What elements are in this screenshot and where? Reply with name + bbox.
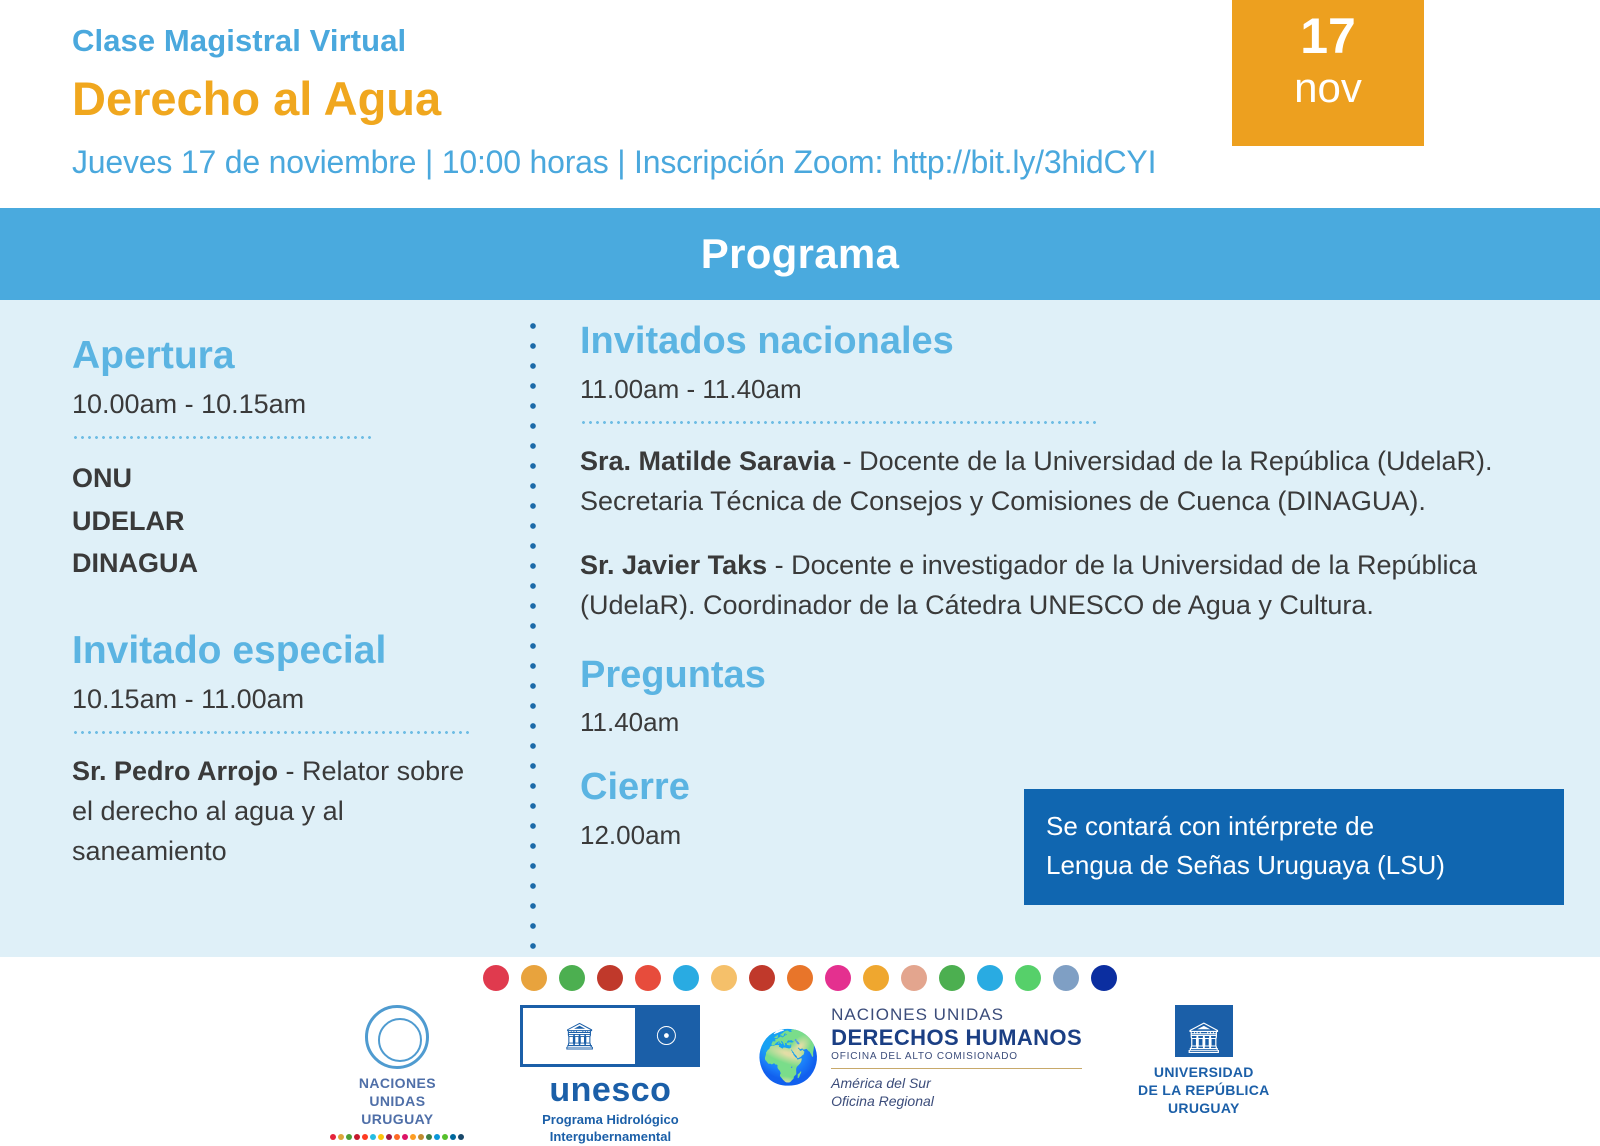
ohchr-line4b: Oficina Regional xyxy=(831,1093,934,1110)
ohchr-line2: DERECHOS HUMANOS xyxy=(831,1025,1083,1050)
speaker-matilde-saravia xyxy=(580,442,1538,522)
section-heading-apertura: Apertura xyxy=(72,334,235,377)
speaker-name: Sr. Javier Taks xyxy=(580,549,768,580)
org-item-udelar: UDELAR xyxy=(72,505,185,536)
udelar-line2: DE LA REPÚBLICA xyxy=(1138,1082,1270,1099)
logo-row xyxy=(0,1005,1600,1146)
sdg-dot xyxy=(749,965,775,991)
ohchr-line1: NACIONES UNIDAS xyxy=(831,1005,1004,1024)
sdg-dot xyxy=(787,965,813,991)
sdg-dot xyxy=(1053,965,1079,991)
preguntas-time: 11.40am xyxy=(580,707,680,738)
sdg-swatch xyxy=(354,1134,360,1140)
logo-naciones-unidas-uruguay xyxy=(330,1005,464,1140)
unesco-wordmark: unesco xyxy=(549,1071,672,1109)
programa-banner xyxy=(0,208,1600,300)
program-body xyxy=(0,300,1600,957)
sdg-dot xyxy=(635,965,661,991)
sdg-dot xyxy=(711,965,737,991)
section-heading-invitados-nacionales: Invitados nacionales xyxy=(580,320,954,362)
udelar-text-block xyxy=(1138,1063,1270,1118)
sdg-swatch xyxy=(338,1134,344,1140)
sdg-swatch xyxy=(458,1134,464,1140)
ohchr-line3: OFICINA DEL ALTO COMISIONADO xyxy=(831,1051,1018,1062)
unesco-temple-icon: 🏛 xyxy=(562,1020,596,1051)
speaker-desc: - Docente de la Universidad de la República (UdelaR). Secretaria Técnica de Consejos y Comisiones de Cuenca (DINAGUA). xyxy=(580,445,1493,516)
apertura-time: 10.00am - 10.15am xyxy=(72,388,307,419)
un-line3: URUGUAY xyxy=(361,1110,434,1127)
un-logo-text xyxy=(330,1075,464,1129)
sdg-swatch xyxy=(346,1134,352,1140)
udelar-line3: URUGUAY xyxy=(1168,1100,1240,1117)
sdg-swatch xyxy=(450,1134,456,1140)
sdg-dot xyxy=(559,965,585,991)
udelar-line1: UNIVERSIDAD xyxy=(1153,1064,1254,1080)
un-line2: UNIDAS xyxy=(369,1092,426,1109)
logo-ohchr xyxy=(756,1005,1082,1110)
ohchr-emblem-icon: 🌍 xyxy=(756,1028,822,1087)
sdg-swatch xyxy=(402,1134,408,1140)
sdg-dot xyxy=(483,965,509,991)
sdg-swatch xyxy=(370,1134,376,1140)
sdg-dot xyxy=(977,965,1003,991)
sdg-dot xyxy=(825,965,851,991)
section-heading-preguntas: Preguntas xyxy=(580,653,766,696)
un-line1: NACIONES xyxy=(358,1075,436,1091)
speaker-pedro-arrojo xyxy=(72,752,490,872)
sdg-dot xyxy=(901,965,927,991)
section-heading-invitado-especial: Invitado especial xyxy=(72,628,387,672)
sdg-dot xyxy=(597,965,623,991)
divider-dotted xyxy=(72,731,472,734)
sdg-swatch xyxy=(386,1134,392,1140)
event-kicker: Clase Magistral Virtual xyxy=(72,23,407,58)
speaker-javier-taks xyxy=(580,546,1538,626)
lsu-note-box xyxy=(1024,789,1564,905)
sdg-color-strip xyxy=(330,1134,464,1140)
sdg-dots-row xyxy=(0,957,1600,991)
section-heading-cierre: Cierre xyxy=(580,766,690,809)
lsu-note-line2: Lengua de Señas Uruguaya (LSU) xyxy=(1046,850,1445,880)
unesco-emblem-icon xyxy=(520,1005,700,1067)
poster-footer xyxy=(0,957,1600,1144)
right-column xyxy=(536,300,1600,957)
sdg-dot xyxy=(673,965,699,991)
sdg-swatch xyxy=(362,1134,368,1140)
invitado-especial-time: 10.15am - 11.00am xyxy=(72,683,305,714)
left-column xyxy=(0,300,530,957)
sdg-swatch xyxy=(434,1134,440,1140)
poster-header xyxy=(0,0,1600,208)
org-item-onu: ONU xyxy=(72,462,132,493)
sdg-dot xyxy=(521,965,547,991)
ohchr-text-block xyxy=(831,1005,1082,1110)
speaker-name: Sra. Matilde Saravia xyxy=(580,445,836,476)
speaker-desc: - Docente e investigador de la Universidad de la República (UdelaR). Coordinador de la Cátedra UNESCO de Agua y Cultura. xyxy=(580,549,1478,620)
date-badge xyxy=(1232,0,1424,146)
unesco-sub-line1: Programa Hidrológico xyxy=(542,1112,679,1127)
sdg-swatch xyxy=(418,1134,424,1140)
org-item-dinagua: DINAGUA xyxy=(72,548,198,579)
sdg-swatch xyxy=(410,1134,416,1140)
sdg-swatch xyxy=(442,1134,448,1140)
ohchr-divider xyxy=(831,1068,1082,1069)
apertura-org-list xyxy=(72,457,490,585)
event-subtitle: Jueves 17 de noviembre | 10:00 horas | Inscripción Zoom: http://bit.ly/3hidCYI xyxy=(72,143,1157,180)
programa-label: Programa xyxy=(700,230,900,277)
lsu-note-line1: Se contará con intérprete de xyxy=(1046,811,1375,841)
un-emblem-icon xyxy=(365,1005,429,1069)
sdg-swatch xyxy=(378,1134,384,1140)
sdg-swatch xyxy=(426,1134,432,1140)
sdg-dot xyxy=(939,965,965,991)
page-title: Derecho al Agua xyxy=(72,72,442,126)
sdg-dot xyxy=(1015,965,1041,991)
date-month: nov xyxy=(1294,63,1362,111)
speaker-name: Sr. Pedro Arrojo xyxy=(72,755,279,786)
udelar-emblem-icon: 🏛 xyxy=(1175,1005,1233,1057)
logo-unesco xyxy=(520,1005,700,1146)
date-day: 17 xyxy=(1300,8,1356,64)
cierre-time: 12.00am xyxy=(580,819,682,850)
unesco-subtitle xyxy=(520,1112,700,1146)
sdg-swatch xyxy=(394,1134,400,1140)
speaker-desc: - Relator sobre el derecho al agua y al saneamiento xyxy=(72,755,465,866)
sdg-swatch xyxy=(330,1134,336,1140)
invitados-nacionales-time: 11.00am - 11.40am xyxy=(580,373,802,404)
unesco-water-icon: ☉ xyxy=(635,1008,697,1064)
unesco-sub-line2: Intergubernamental xyxy=(549,1128,672,1144)
divider-dotted xyxy=(72,436,372,439)
ohchr-line4a: América del Sur xyxy=(831,1075,931,1091)
divider-dotted xyxy=(580,421,1100,424)
sdg-dot xyxy=(1091,965,1117,991)
logo-udelar xyxy=(1138,1005,1270,1118)
sdg-dot xyxy=(863,965,889,991)
